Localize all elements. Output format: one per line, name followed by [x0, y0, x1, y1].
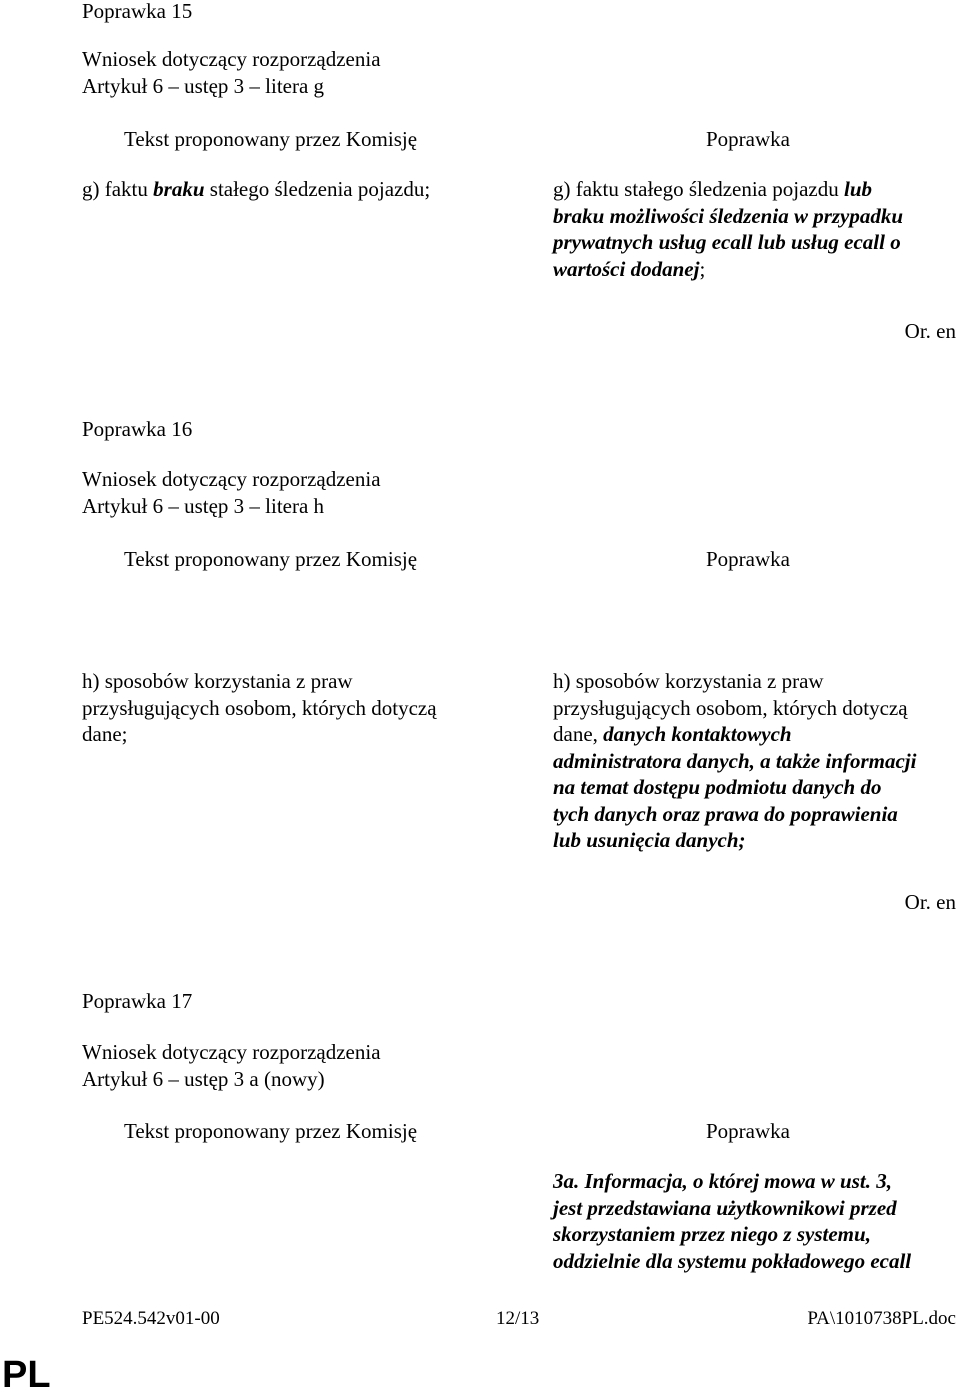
amendment-17-document: Wniosek dotyczący rozporządzenia: [82, 1040, 381, 1064]
footer-page-number: 12/13: [496, 1308, 540, 1329]
language-mark: PL: [2, 1354, 51, 1396]
amendment-15-original-language: Or. en: [904, 319, 956, 343]
text-line: [82, 668, 502, 695]
text-run: przysługujących osobom, których dotyczą: [82, 695, 437, 720]
amendment-16-amendment-text: [553, 668, 958, 854]
amended-text-run: lub usunięcia danych;: [553, 828, 746, 852]
text-run: g) faktu: [82, 177, 154, 201]
text-run: h) sposobów korzystania z praw: [82, 669, 353, 693]
amended-text-run: danych kontaktowych: [603, 722, 792, 746]
text-line: [553, 774, 958, 801]
amendment-17-col-commission-head: Tekst proponowany przez Komisję: [124, 1119, 418, 1143]
amended-text-run: tych danych oraz prawa do poprawienia: [553, 801, 898, 826]
amended-text-run: administratora danych, a także informacji: [553, 748, 917, 773]
amended-text-run: oddzielnie dla systemu pokładowego ecall: [553, 1248, 912, 1273]
text-line: [553, 801, 958, 828]
amendment-16-number: Poprawka 16: [82, 417, 193, 441]
amendment-16-col-amendment-head: Poprawka: [706, 547, 790, 571]
amended-text-run: braku możliwości śledzenia w przypadku: [553, 203, 904, 228]
amended-text-run: braku: [153, 177, 205, 201]
text-line: [553, 203, 958, 230]
text-line: [553, 1221, 958, 1248]
text-run: dane,: [553, 722, 604, 746]
amendment-15-commission-text: [82, 176, 502, 203]
text-line: [553, 1195, 958, 1222]
amended-text-run: na temat dostępu podmiotu danych do: [553, 775, 882, 799]
text-run: stałego śledzenia pojazdu;: [204, 177, 431, 201]
amendment-17-amendment-text: [553, 1168, 958, 1274]
amended-text-run: lub: [843, 177, 872, 201]
footer-document-reference: PE524.542v01-00: [82, 1308, 220, 1329]
amendment-17-number: Poprawka 17: [82, 989, 193, 1013]
amended-text-run: wartości dodanej: [553, 256, 700, 281]
text-line: [553, 827, 958, 854]
amendment-15-number: Poprawka 15: [82, 0, 193, 23]
text-run: ;: [699, 256, 706, 281]
text-line: [553, 176, 958, 203]
text-line: [553, 721, 958, 748]
amendment-17-col-amendment-head: Poprawka: [706, 1119, 790, 1143]
text-run: dane;: [82, 722, 128, 746]
amendment-16-commission-text: [82, 668, 502, 748]
text-line: [553, 748, 958, 775]
amended-text-run: 3a. Informacja, o której mowa w ust. 3,: [553, 1169, 892, 1193]
amendment-16-original-language: Or. en: [904, 890, 956, 914]
amendment-15-col-commission-head: Tekst proponowany przez Komisję: [124, 127, 418, 151]
amendment-15-amendment-text: [553, 176, 958, 282]
amended-text-run: jest przedstawiana użytkownikowi przed: [553, 1195, 897, 1220]
amended-text-run: skorzystaniem przez niego z systemu,: [553, 1222, 871, 1246]
amendment-16-col-commission-head: Tekst proponowany przez Komisję: [124, 547, 418, 571]
text-run: h) sposobów korzystania z praw: [553, 669, 824, 693]
text-line: [553, 1248, 958, 1275]
text-run: przysługujących osobom, których dotyczą: [553, 695, 908, 720]
text-run: g) faktu stałego śledzenia pojazdu: [553, 177, 844, 201]
amendment-16-article: Artykuł 6 – ustęp 3 – litera h: [82, 494, 325, 518]
text-line: [553, 256, 958, 283]
text-line: [82, 721, 502, 748]
amended-text-run: prywatnych usług ecall lub usług ecall o: [553, 230, 901, 254]
text-line: [82, 695, 502, 722]
amendment-15-article: Artykuł 6 – ustęp 3 – litera g: [82, 74, 325, 98]
text-line: [553, 1168, 958, 1195]
amendment-17-article: Artykuł 6 – ustęp 3 a (nowy): [82, 1067, 325, 1091]
text-line: [553, 695, 958, 722]
amendment-15-col-amendment-head: Poprawka: [706, 127, 790, 151]
text-line: [553, 229, 958, 256]
text-line: [82, 176, 502, 203]
amendment-16-document: Wniosek dotyczący rozporządzenia: [82, 467, 381, 491]
text-line: [553, 668, 958, 695]
footer-file-name: PA\1010738PL.doc: [807, 1308, 956, 1329]
amendment-15-document: Wniosek dotyczący rozporządzenia: [82, 47, 381, 71]
